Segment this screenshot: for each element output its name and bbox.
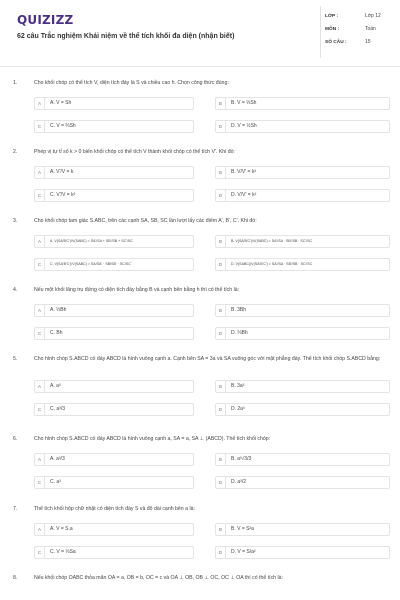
option-c[interactable] xyxy=(34,327,194,340)
option-letter: B xyxy=(216,167,226,178)
option-text: B. V = S²a xyxy=(231,526,254,532)
option-d[interactable] xyxy=(215,327,390,340)
option-text: C. V = ⅔Sh xyxy=(50,123,76,129)
option-text: A. V = Sh xyxy=(50,100,72,106)
meta-label: MÔN : xyxy=(325,27,340,32)
option-text: A. V(SA'B'C')/V(SABC) = SA'/SA + SB'/SB + SC'/SC xyxy=(50,239,133,243)
question-number: 1. xyxy=(13,80,18,86)
option-letter: A xyxy=(35,454,45,465)
option-letter: D xyxy=(216,190,226,201)
option-letter: D xyxy=(216,121,226,132)
option-letter: D xyxy=(216,404,226,415)
option-letter: B xyxy=(216,98,226,109)
option-d[interactable] xyxy=(215,189,390,202)
option-text: C. a³/3 xyxy=(50,406,66,412)
option-letter: A xyxy=(35,167,45,178)
option-letter: B xyxy=(216,454,226,465)
question-number: 2. xyxy=(13,149,18,155)
option-d[interactable] xyxy=(215,120,390,133)
option-text: C. Bh xyxy=(50,330,63,336)
question-text: Thể tích khối hộp chữ nhật có diện tích đáy S và độ dài cạnh bên a là: xyxy=(34,506,195,512)
option-text: B. V/V' = k³ xyxy=(231,169,256,175)
option-text: A. a³/3 xyxy=(50,456,65,462)
option-letter: B xyxy=(216,524,226,535)
option-letter: C xyxy=(35,404,45,415)
option-letter: C xyxy=(35,259,45,270)
option-letter: A xyxy=(35,305,45,316)
quizizz-logo: QUIZIZZ xyxy=(17,13,74,27)
question-text: Phép vị tự tỉ số k > 0 biến khối chóp có thể tích V thành khối chóp có thể tích V'. Khi đó: xyxy=(34,149,235,155)
meta-divider xyxy=(320,6,321,58)
option-letter: A xyxy=(35,381,45,392)
worksheet-meta xyxy=(325,10,391,49)
option-letter: B xyxy=(216,305,226,316)
question-number: 8. xyxy=(13,575,18,581)
option-text: C. V'/V = k³ xyxy=(50,192,76,198)
option-a[interactable] xyxy=(34,523,194,536)
option-letter: D xyxy=(216,259,226,270)
option-d[interactable] xyxy=(215,403,390,416)
meta-label: LỚP : xyxy=(325,14,339,19)
question-text: Nếu khối chóp OABC thỏa mãn OA = a, OB = b, OC = c và OA ⊥ OB, OB ⊥ OC, OC ⊥ OA thì có thể tích là: xyxy=(34,575,283,581)
option-text: D. V = ½Sh xyxy=(231,123,257,129)
question-number: 4. xyxy=(13,287,18,293)
option-c[interactable] xyxy=(34,546,194,559)
option-letter: C xyxy=(35,328,45,339)
question-number: 5. xyxy=(13,356,18,362)
option-text: C. a³ xyxy=(50,479,61,485)
option-text: D. ⅔Bh xyxy=(231,330,248,336)
option-text: D. 2a³ xyxy=(231,406,245,412)
option-c[interactable] xyxy=(34,120,194,133)
worksheet-title: 62 câu Trắc nghiệm Khái niệm về thể tích khối đa diện (nhận biết) xyxy=(17,33,235,40)
option-b[interactable] xyxy=(215,453,390,466)
meta-value: Lớp 12 xyxy=(365,13,381,19)
meta-value: 15 xyxy=(365,39,371,45)
option-text: B. V = ⅓Sh xyxy=(231,100,257,106)
option-d[interactable] xyxy=(215,546,390,559)
option-text: D. V = S/a² xyxy=(231,549,256,555)
option-text: B. V(SA'B'C')/V(SABC) = SA'/SA · SB'/SB · SC'/SC xyxy=(231,239,313,243)
option-text: B. 3a³ xyxy=(231,383,245,389)
meta-value: Toán xyxy=(365,26,376,32)
option-b[interactable] xyxy=(215,97,390,110)
question-number: 7. xyxy=(13,506,18,512)
question-text: Cho hình chóp S.ABCD có đáy ABCD là hình vuông cạnh a, SA = a, SA ⊥ (ABCD). Thể tích khối chóp: xyxy=(34,436,271,442)
meta-label: SỐ CÂU : xyxy=(325,40,347,45)
option-letter: A xyxy=(35,524,45,535)
option-b[interactable] xyxy=(215,235,390,248)
option-letter: D xyxy=(216,547,226,558)
option-c[interactable] xyxy=(34,258,194,271)
option-d[interactable] xyxy=(215,476,390,489)
meta-row-grade xyxy=(325,10,391,23)
option-text: A. V = S.a xyxy=(50,526,73,532)
option-b[interactable] xyxy=(215,166,390,179)
option-c[interactable] xyxy=(34,476,194,489)
option-text: A. ⅓Bh xyxy=(50,307,67,313)
option-a[interactable] xyxy=(34,97,194,110)
option-letter: A xyxy=(35,98,45,109)
option-a[interactable] xyxy=(34,235,194,248)
option-a[interactable] xyxy=(34,380,194,393)
question-number: 6. xyxy=(13,436,18,442)
question-number: 3. xyxy=(13,218,18,224)
option-letter: B xyxy=(216,381,226,392)
worksheet-header xyxy=(0,0,400,62)
option-text: C. V(SA'B'C')/V(SABC) = SA/SA' · SB/SB' · SC/SC' xyxy=(50,262,132,266)
option-b[interactable] xyxy=(215,304,390,317)
option-a[interactable] xyxy=(34,304,194,317)
option-text: D. V(SABC)/V(SA'B'C') = SA'/SA · SB'/SB · SC'/SC xyxy=(231,262,313,266)
option-letter: B xyxy=(216,236,226,247)
question-text: Cho hình chóp S.ABCD có đáy ABCD là hình vuông cạnh a. Cạnh bên SA = 3a và SA vuông góc với mặt phẳng đáy. Thể tích khối chóp S.ABCD bằng: xyxy=(34,356,381,362)
option-d[interactable] xyxy=(215,258,390,271)
option-text: D. a³/2 xyxy=(231,479,247,485)
option-a[interactable] xyxy=(34,166,194,179)
option-text: A. V'/V = k xyxy=(50,169,74,175)
option-text: A. a³ xyxy=(50,383,61,389)
option-c[interactable] xyxy=(34,403,194,416)
option-letter: C xyxy=(35,121,45,132)
option-text: B. 3Bh xyxy=(231,307,247,313)
question-text: Nếu một khối lăng trụ đứng có diện tích đáy bằng B và cạnh bên bằng h thì có thể tích là: xyxy=(34,287,240,293)
question-text: Cho khối chóp có thể tích V, diện tích đáy là S và chiều cao h. Chọn công thức đúng: xyxy=(34,80,229,86)
option-c[interactable] xyxy=(34,189,194,202)
option-letter: C xyxy=(35,547,45,558)
meta-row-subject xyxy=(325,23,391,36)
option-letter: C xyxy=(35,190,45,201)
option-letter: D xyxy=(216,328,226,339)
option-text: C. V = ⅓Sa xyxy=(50,549,76,555)
option-text: D. V/V' = k² xyxy=(231,192,257,198)
header-divider xyxy=(0,66,400,67)
option-letter: C xyxy=(35,477,45,488)
option-letter: A xyxy=(35,236,45,247)
question-text: Cho khối chóp tam giác S.ABC, trên các cạnh SA, SB, SC lần lượt lấy các điểm A', B', C'. Khi đó: xyxy=(34,218,257,224)
option-b[interactable] xyxy=(215,380,390,393)
option-letter: D xyxy=(216,477,226,488)
option-text: B. a³√3/3 xyxy=(231,456,252,462)
option-b[interactable] xyxy=(215,523,390,536)
meta-row-count xyxy=(325,36,391,49)
option-a[interactable] xyxy=(34,453,194,466)
